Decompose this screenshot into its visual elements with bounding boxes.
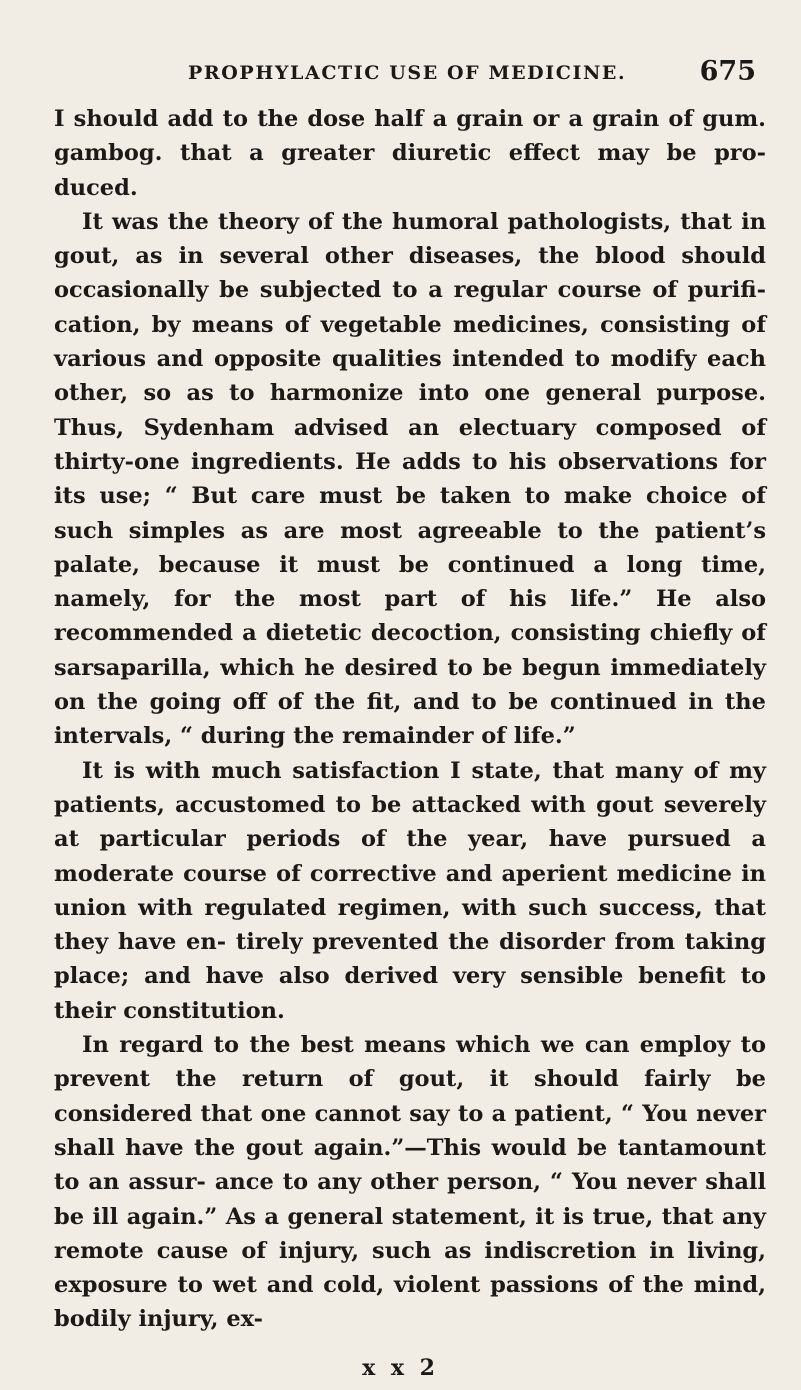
signature-mark: x x 2 [362, 1355, 439, 1381]
page-header [56, 56, 756, 96]
paragraph-dose-continuation: I should add to the dose half a grain or a grain of gum. gambog. that a greater diuretic effect may be pro- duced. [54, 106, 766, 201]
paragraph-patients-satisfaction: It is with much satisfaction I state, that many of my patients, accustomed to be attacked with gout severely at particular periods of the year, have pursued a moderate course of corrective and aperient medicine in union with regulated regimen, with such success, that they have en- tirely prevented the disorder from taking place; and have also derived very sensible benefit to their constitution. [54, 757, 766, 1024]
paragraph-humoral-theory: It was the theory of the humoral pathologists, that in gout, as in several other diseases, the blood should occasionally be subjected to a regular course of purifi- cation, by means of vegetable medicines, consisting of various and opposite qualities intended to modify each other, so as to harmonize into one general purpose. Thus, Sydenham advised an electuary composed of thirty-one ingredients. He adds to his observations for its use; “ But care must be taken to make choice of such simples as are most agreeable to the patient’s palate, because it must be continued a long time, namely, for the most part of his life.” He also recommended a dietetic decoction, consisting chiefly of sarsaparilla, which he desired to be begun immediately on the going off of the fit, and to be continued in the intervals, “ during the remainder of life.” [54, 208, 766, 750]
running-title: PROPHYLACTIC USE OF MEDICINE. [188, 62, 627, 84]
page-number: 675 [699, 56, 756, 87]
body-text [54, 102, 766, 1337]
paragraph-prevent-return: In regard to the best means which we can employ to prevent the return of gout, it should fairly be considered that one cannot say to a patient, “ You never shall have the gout again.”—This would be tantamount to an assur- ance to any other person, “ You never shall be ill again.” As a general statement, it is true, that any remote cause of injury, such as indiscretion in living, exposure to wet and cold, violent passions of the mind, bodily injury, ex- [54, 1032, 766, 1333]
